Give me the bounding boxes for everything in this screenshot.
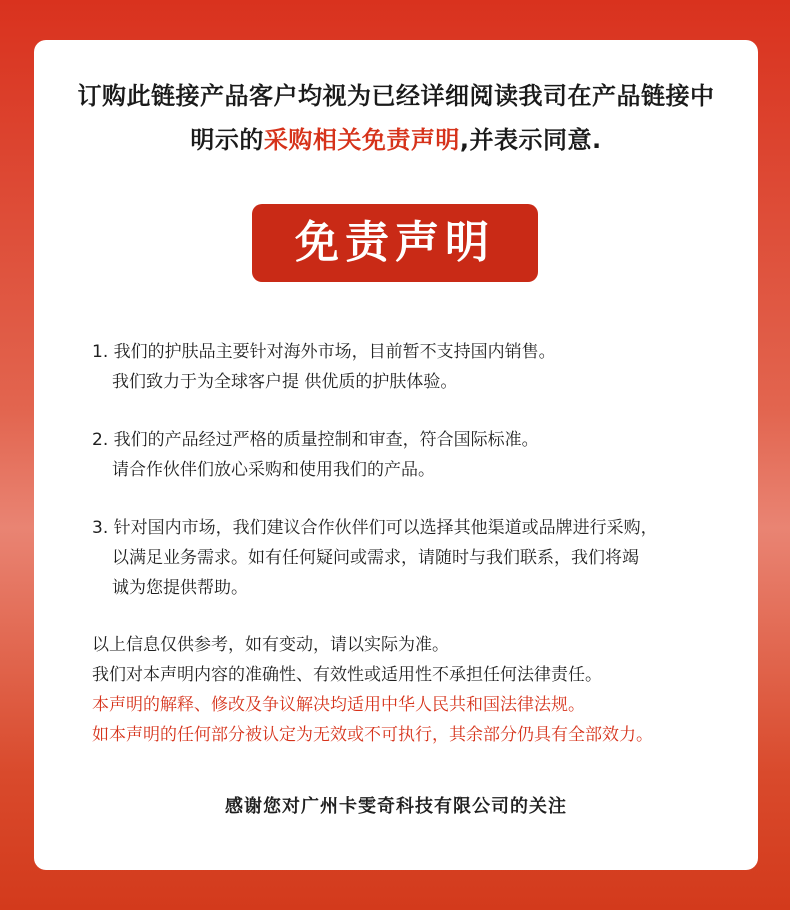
item-3-line-3: 诚为您提供帮助。 [112,578,248,598]
intro-line-2-post: ,并表示同意. [459,126,602,154]
intro-line-2 [34,118,758,162]
list-item [92,337,732,397]
note-line-2: 我们对本声明内容的准确性、有效性或适用性不承担任何法律责任。 [92,665,602,685]
note-line-3: 本声明的解释、修改及争议解决均适用中华人民共和国法律法规。 [92,695,585,715]
item-1-line-1: 1. 我们的护肤品主要针对海外市场，目前暂不支持国内销售。 [92,342,556,362]
intro-line-1: 订购此链接产品客户均视为已经详细阅读我司在产品链接中 [77,82,715,110]
item-2-line-1: 2. 我们的产品经过严格的质量控制和审查，符合国际标准。 [92,430,539,450]
list-item [92,425,732,485]
intro-text [34,74,758,162]
disclaimer-card [34,40,758,870]
intro-line-2-pre: 明示的 [190,126,264,154]
item-1-line-2: 我们致力于为全球客户提 供优质的护肤体验。 [112,372,458,392]
item-2-line-2: 请合作伙伴们放心采购和使用我们的产品。 [112,460,435,480]
item-3-line-1: 3. 针对国内市场，我们建议合作伙伴们可以选择其他渠道或品牌进行采购， [92,518,658,538]
notes-block [92,630,742,750]
note-line-1: 以上信息仅供参考，如有变动，请以实际为准。 [92,635,449,655]
item-3-line-2: 以满足业务需求。如有任何疑问或需求，请随时与我们联系，我们将竭 [112,548,639,568]
thanks-text: 感谢您对广州卡雯奇科技有限公司的关注 [225,796,567,817]
note-line-4: 如本声明的任何部分被认定为无效或不可执行，其余部分仍具有全部效力。 [92,725,653,745]
list-item [92,513,732,603]
intro-highlight: 采购相关免责声明 [263,126,460,154]
disclaimer-list [92,337,732,631]
page-title: 免责声明 [252,204,538,282]
